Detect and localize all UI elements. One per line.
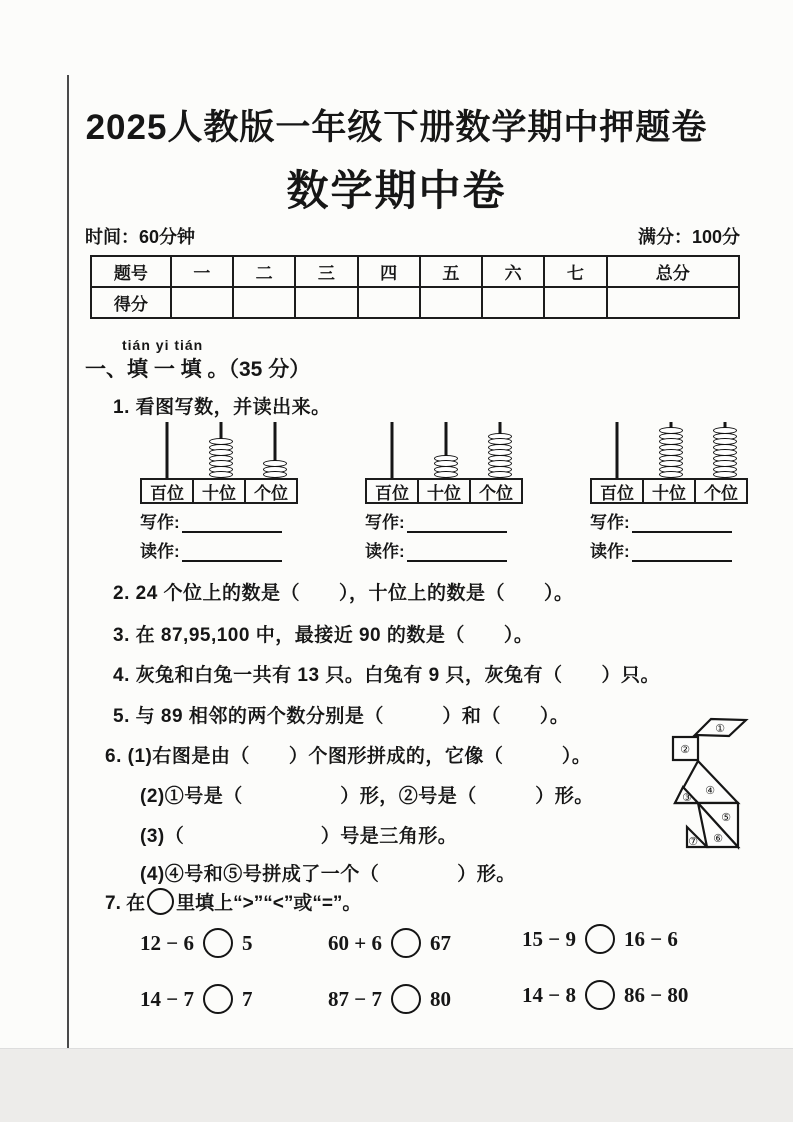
score-cell [358,287,420,318]
write-as-line [590,511,752,533]
score-cell [482,287,544,318]
abacus-rod [391,422,394,478]
write-as-label: 写作: [365,513,405,532]
score-table-score-row [91,287,739,318]
abacus-bead [209,471,233,478]
right-expression: 80 [429,986,451,1011]
abacus-bead-stack [434,456,458,478]
abacus-rod-column [194,422,248,478]
right-expression: 16 − 6 [623,926,678,951]
place-value-labels [140,478,302,504]
comparison-item [328,928,451,958]
abacus-rod-column [248,422,302,478]
abacus-bead-stack [659,429,683,479]
tangram-figure [660,710,790,868]
col-header-1: 一 [171,256,233,287]
question-7-suffix: 里填上“>”“<”或“=”。 [176,893,362,914]
col-header-5: 五 [420,256,482,287]
exam-title: 2025人教版一年级下册数学期中押题卷 [85,108,708,147]
question-5-text: 5. 与 89 相邻的两个数分别是（ ）和（ ）。 [113,706,570,727]
comparison-circle [585,980,615,1010]
left-expression: 15 − 9 [522,926,576,951]
question-6-line-4: (4)④号和⑤号拼成了一个（ ）形。 [140,864,516,885]
tangram-label-7: ⑦ [688,835,698,848]
comparison-item [522,924,678,954]
abacus-rod-column [644,422,698,478]
abacus-rod-column [419,422,473,478]
ones-label: 个位 [469,478,523,504]
right-expression: 67 [429,930,451,955]
comparison-circle [585,924,615,954]
read-as-label: 读作: [365,542,405,561]
read-as-label: 读作: [140,542,180,561]
comparison-circle [391,984,421,1014]
abacus-bead [713,471,737,478]
tens-label: 十位 [192,478,246,504]
comparison-item [522,980,688,1010]
col-header-2: 二 [233,256,295,287]
question-6-line-2: (2)①号是（ ）形，②号是（ ）形。 [140,786,594,807]
comparison-circle [391,928,421,958]
abacus-bead-stack [209,440,233,479]
right-expression: 86 − 80 [623,982,689,1007]
tangram-label-3: ③ [682,791,692,804]
answer-blank-line [182,515,282,533]
place-value-labels [590,478,752,504]
left-expression: 14 − 7 [140,986,194,1011]
total-score-header: 总分 [607,256,740,287]
write-as-label: 写作: [590,513,630,532]
tangram-label-4: ④ [705,784,715,797]
question-7-text [105,888,361,915]
abacus-rod [616,422,619,478]
left-expression: 60 + 6 [328,930,382,955]
score-cell [607,287,740,318]
question-6-line-3: (3)（ ）号是三角形。 [140,826,458,847]
score-cell [420,287,482,318]
score-cell [544,287,606,318]
score-row-label: 得分 [91,287,171,318]
abacus-diagram [140,422,302,562]
full-score-label: 满分：100分 [637,227,740,247]
tangram-label-1: ① [715,722,725,735]
exam-subtitle: 数学期中卷 [286,167,507,214]
score-table-header-row [91,256,739,287]
tangram-label-5: ⑤ [721,811,731,824]
question-4-text: 4. 灰兔和白兔一共有 13 只。白兔有 9 只，灰兔有（ ）只。 [113,665,660,686]
answer-blank-line [407,515,507,533]
question-7-prefix: 7. 在 [105,893,146,914]
col-header-4: 四 [358,256,420,287]
abacus-bead-stack [488,434,512,478]
comparison-circle [203,928,233,958]
section-pinyin: tián yi tián [122,337,204,353]
hundreds-label: 百位 [590,478,644,504]
question-2-text: 2. 24 个位上的数是（ ），十位上的数是（ ）。 [113,583,574,604]
score-table [90,255,740,319]
abacus-bead [263,471,287,478]
comparison-circle [203,984,233,1014]
right-expression: 5 [241,930,253,955]
question-number-header: 题号 [91,256,171,287]
abacus-rods [140,422,302,478]
abacus-rods [590,422,752,478]
abacus-rod-column [698,422,752,478]
score-cell [295,287,357,318]
question-3-text: 3. 在 87,95,100 中，最接近 90 的数是（ ）。 [113,625,534,646]
abacus-rod-column [365,422,419,478]
abacus-bead [659,471,683,478]
answer-blank-line [632,544,732,562]
tens-label: 十位 [642,478,696,504]
read-as-line [140,540,302,562]
abacus-rod-column [473,422,527,478]
question-6-line-1: 6. (1)右图是由（ ）个图形拼成的，它像（ ）。 [105,746,592,767]
ones-label: 个位 [694,478,748,504]
abacus-rod-column [590,422,644,478]
left-expression: 87 − 7 [328,986,382,1011]
col-header-6: 六 [482,256,544,287]
write-as-line [140,511,302,533]
abacus-rods [365,422,527,478]
comparison-item [140,928,252,958]
read-as-line [590,540,752,562]
scan-edge-artifact [67,75,69,1048]
col-header-7: 七 [544,256,606,287]
comparison-item [140,984,252,1014]
tangram-label-6: ⑥ [713,832,723,845]
right-expression: 7 [241,986,253,1011]
answer-blank-line [632,515,732,533]
read-as-label: 读作: [590,542,630,561]
read-as-line [365,540,527,562]
score-cell [233,287,295,318]
abacus-rod [166,422,169,478]
left-expression: 14 − 8 [522,982,576,1007]
abacus-bead [488,471,512,478]
abacus-bead-stack [263,462,287,479]
abacus-bead [434,471,458,478]
time-limit-label: 时间：60分钟 [85,227,196,247]
section-heading: 一、填 一 填 。（35 分） [85,358,311,381]
place-value-labels [365,478,527,504]
question-1-text: 1. 看图写数，并读出来。 [113,397,331,418]
answer-blank-line [182,544,282,562]
score-cell [171,287,233,318]
write-as-line [365,511,527,533]
left-expression: 12 − 6 [140,930,194,955]
write-as-label: 写作: [140,513,180,532]
exam-meta-row [85,223,740,249]
answer-blank-line [407,544,507,562]
tangram-label-2: ② [680,743,690,756]
hundreds-label: 百位 [365,478,419,504]
abacus-diagram [365,422,527,562]
col-header-3: 三 [295,256,357,287]
comparison-circle [147,888,174,915]
ones-label: 个位 [244,478,298,504]
abacus-rod-column [140,422,194,478]
abacus-diagram [590,422,752,562]
tens-label: 十位 [417,478,471,504]
hundreds-label: 百位 [140,478,194,504]
comparison-item [328,984,451,1014]
abacus-bead-stack [713,429,737,479]
